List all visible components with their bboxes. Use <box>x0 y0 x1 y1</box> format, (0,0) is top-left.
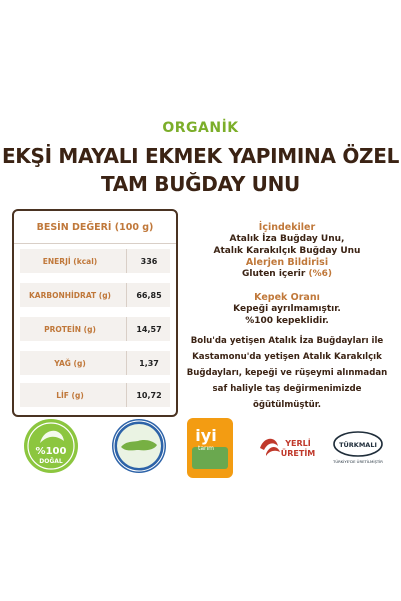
iyi-tarim-icon <box>186 417 234 479</box>
description-line: öğütülmüştür. <box>252 400 322 410</box>
nutrition-value: 14,57 <box>126 317 171 341</box>
allergen-percentage: (%6) <box>308 269 332 279</box>
bran-title: Kepek Oranı <box>254 292 320 303</box>
description-line: Kastamonu'da yetişen Atalık Karakılçık <box>192 352 382 362</box>
organic-cert-badge <box>110 417 168 475</box>
ingredients-line2: Atalık Karakılçık Buğday Unu <box>213 246 361 256</box>
yerli-line2: ÜRETİM <box>280 449 316 458</box>
nutrition-table <box>12 209 178 417</box>
nutrition-label: KARBONHİDRAT (g) <box>28 290 111 300</box>
ingredients-title: İçindekiler <box>258 222 316 233</box>
turkmali-badge <box>326 428 390 468</box>
description-line: saf haliyle taş değirmenimizde <box>212 384 362 394</box>
nutrition-row <box>20 249 170 273</box>
product-title-line2: TAM BUĞDAY UNU <box>101 172 300 196</box>
nutrition-row <box>20 351 170 375</box>
natural-sub: DOĞAL <box>39 458 63 465</box>
turkey-map-icon <box>110 417 168 475</box>
allergen-section <box>178 257 396 280</box>
nutrition-value: 66,85 <box>126 283 171 307</box>
nutrition-label: PROTEİN (g) <box>44 324 96 334</box>
description-line: Bolu'da yetişen Atalık İza Buğdayları ile <box>190 336 384 346</box>
nutrition-value: 336 <box>126 249 171 273</box>
turkmali-icon <box>326 428 390 468</box>
nutrition-row <box>20 283 170 307</box>
nutrition-label: LİF (g) <box>56 390 84 400</box>
nutrition-label: YAĞ (g) <box>54 358 86 368</box>
yerli-line1: YERLİ <box>285 439 311 448</box>
description-line: Buğdayları, kepeği ve rüşeymi alınmadan <box>186 368 388 378</box>
turkmali-text: TÜRKMALI <box>339 441 377 449</box>
nutrition-row <box>20 383 170 407</box>
bran-line2: %100 kepeklidir. <box>245 316 329 326</box>
nutrition-value: 1,37 <box>126 351 171 375</box>
natural-badge <box>22 417 80 475</box>
ingredients-section <box>178 222 396 257</box>
nutrition-label: ENERJİ (kcal) <box>42 256 98 266</box>
iyi-text: iyi <box>195 426 217 445</box>
ingredients-line1: Atalık İza Buğday Unu, <box>229 234 345 244</box>
nutrition-row <box>20 317 170 341</box>
yerli-uretim-badge <box>258 432 318 464</box>
allergen-text: Gluten içerir <box>242 269 306 279</box>
iyi-tarim-badge <box>186 417 234 479</box>
bran-section <box>178 292 396 327</box>
nutrition-title: BESİN DEĞERİ (100 g) <box>14 211 176 244</box>
yerli-uretim-icon <box>258 432 318 464</box>
iyi-sub: tarım <box>197 445 215 452</box>
product-description <box>180 333 394 413</box>
leaf-badge-icon <box>22 417 80 475</box>
turkmali-sub: TÜRKİYE'DE ÜRETİLMİŞTİR <box>333 459 383 464</box>
product-title-line1: EKŞİ MAYALI EKMEK YAPIMINA ÖZEL <box>1 144 400 168</box>
allergen-text-line <box>178 268 396 280</box>
nutrition-value: 10,72 <box>126 383 171 407</box>
organic-label: ORGANİK <box>162 120 239 136</box>
natural-percent: %100 <box>35 446 67 457</box>
allergen-title: Alerjen Bildirisi <box>245 257 329 268</box>
bran-line1: Kepeği ayrılmamıştır. <box>233 304 341 314</box>
